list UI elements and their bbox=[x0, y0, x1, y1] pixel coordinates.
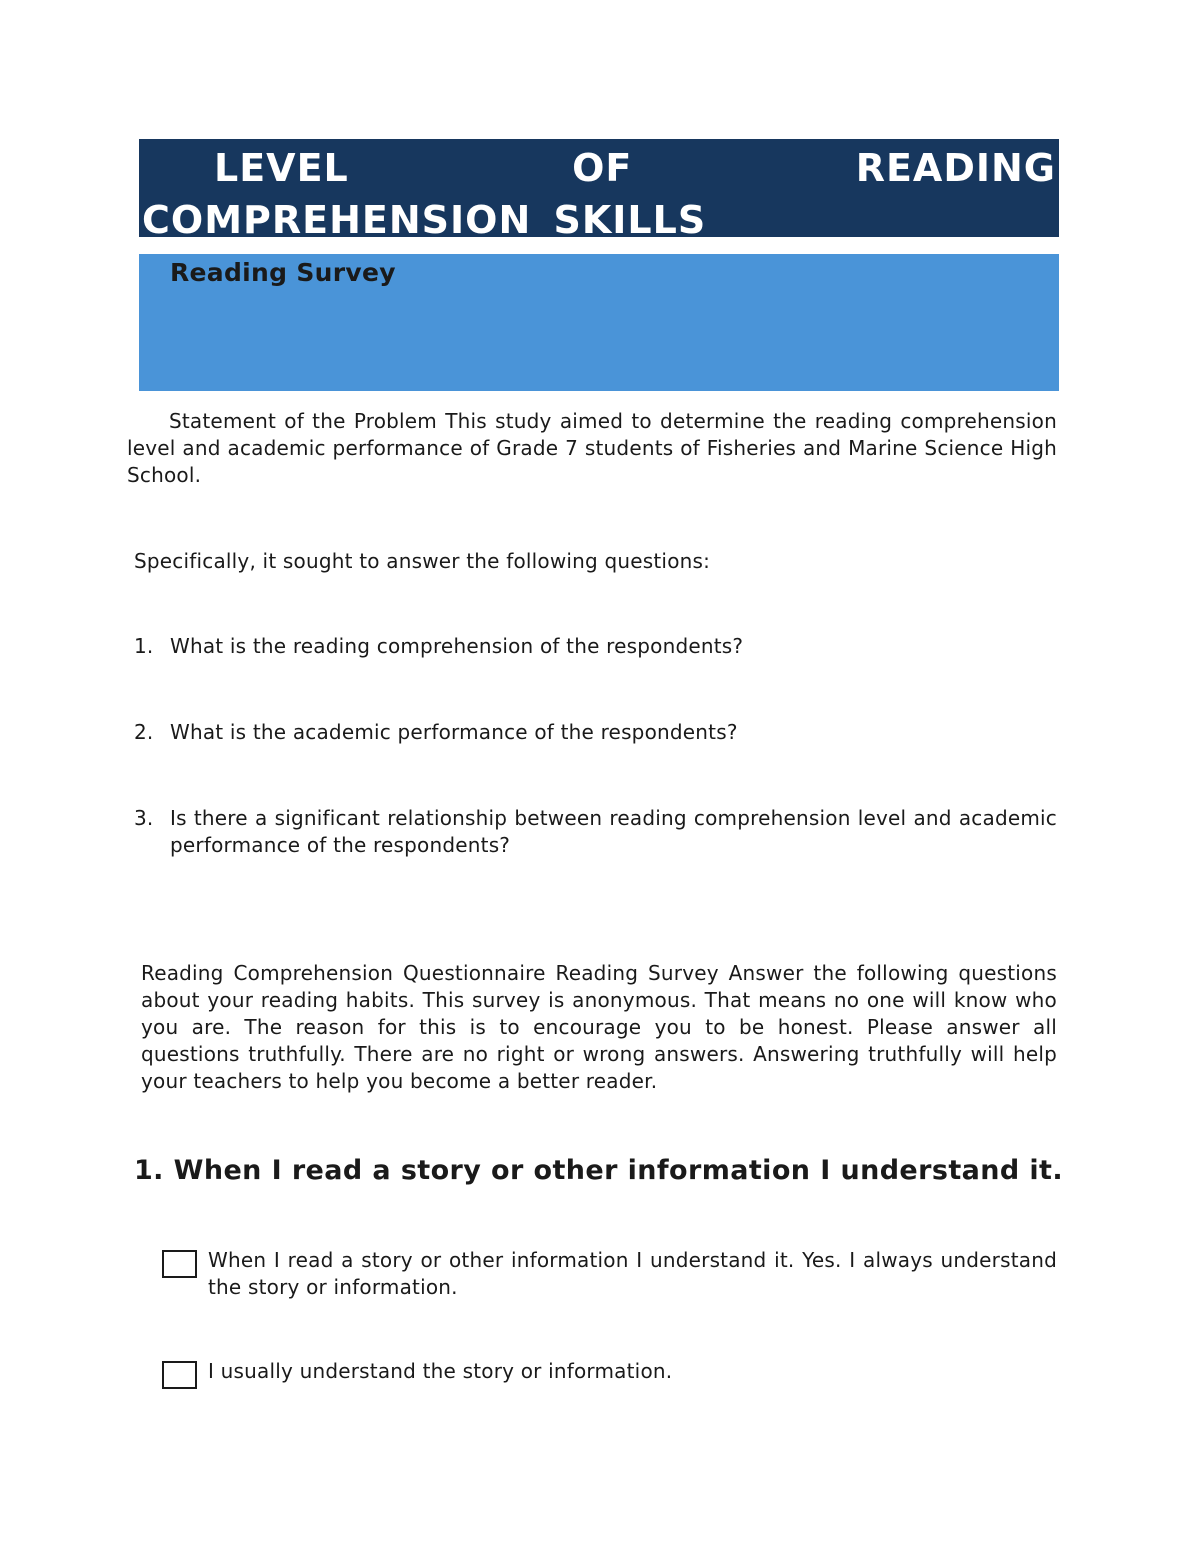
research-question bbox=[134, 719, 1057, 746]
question-number: 2. bbox=[134, 720, 154, 744]
survey-option[interactable] bbox=[162, 1358, 1057, 1385]
title-banner bbox=[139, 139, 1059, 242]
question-text: What is the reading comprehension of the respondents? bbox=[170, 634, 744, 658]
questionnaire-intro: Reading Comprehension Questionnaire Reading Survey Answer the following questions about your reading habits. This survey is anonymous. That means no one will know who you are. The reason for this is to encourage you to be honest. Please answer all questions truthfully. There are no right or wrong answers. Answering truthfully will help your teachers to help you become a better reader. bbox=[141, 961, 1057, 1093]
research-question bbox=[134, 633, 1057, 660]
survey-question-heading: 1. When I read a story or other information I understand it. bbox=[134, 1155, 1064, 1186]
question-text: What is the academic performance of the respondents? bbox=[170, 720, 738, 744]
question-text: Is there a significant relationship between reading comprehension level and academic performance of the respondents? bbox=[170, 806, 1057, 857]
research-question bbox=[134, 805, 1057, 859]
document-subtitle: Reading Survey bbox=[170, 258, 396, 287]
option-checkbox[interactable] bbox=[162, 1361, 197, 1389]
option-label: I usually understand the story or information. bbox=[208, 1359, 673, 1383]
statement-of-problem: Statement of the Problem This study aimed to determine the reading comprehension level and academic performance of Grade 7 students of Fisheries and Marine Science High School. bbox=[127, 409, 1057, 487]
subtitle-banner bbox=[139, 254, 1059, 391]
survey-option[interactable] bbox=[162, 1247, 1057, 1301]
specifically-intro: Specifically, it sought to answer the following questions: bbox=[134, 549, 711, 573]
question-number: 3. bbox=[134, 806, 154, 830]
document-title: LEVEL OF READING COMPREHENSION SKILLS bbox=[142, 146, 1056, 242]
question-number: 1. bbox=[134, 634, 154, 658]
option-label: When I read a story or other information I understand it. Yes. I always understand the story or information. bbox=[208, 1248, 1057, 1299]
option-checkbox[interactable] bbox=[162, 1250, 197, 1278]
